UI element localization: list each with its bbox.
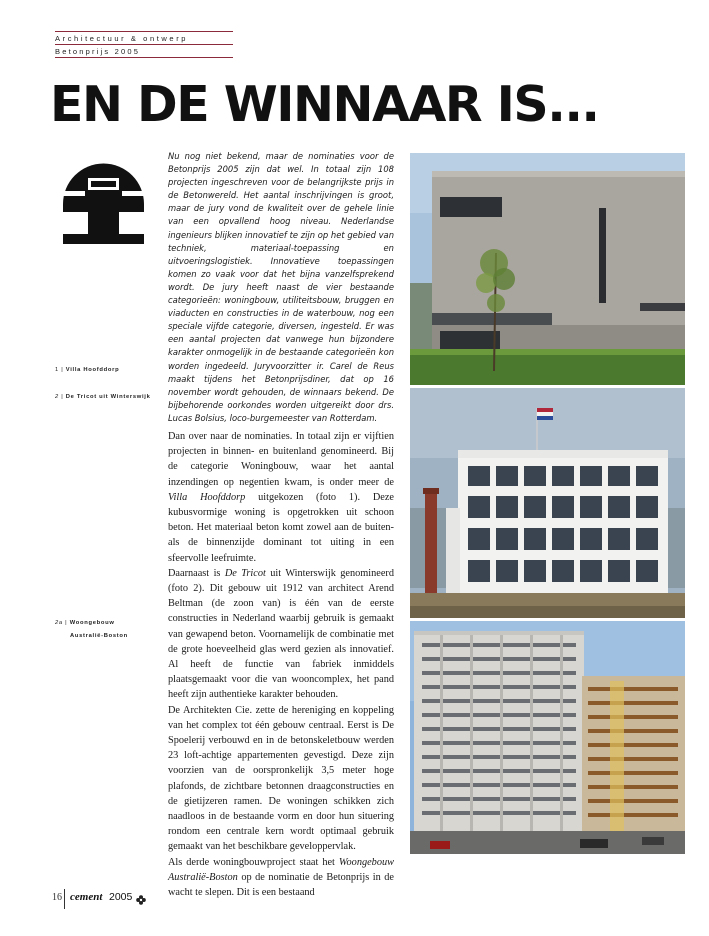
intro-paragraph: Nu nog niet bekend, maar de nominaties voor de Betonprijs 2005 zijn dat wel. In totaal zijn 108 projecten ingeschreven voor de belangrijkste prijs in de Betonwereld. Het aantal inschrijvingen is groot, maar de jury vond de kwaliteit over de gehele linie van een opvallend hoog niveau. Nederlandse ingenieurs blijken innovatief te zijn op het gebied van techniek, materiaal-toepassing en uitvoeringslogistiek. Innovatieve toepassingen komen zo vaak voor dat het bijna vanzelfsprekend wordt. De jury heeft naast de vier bestaande categorieën: woningbouw, utiliteitsbouw, bruggen en viaducten en constructies in de waterbouw, nog een speciale vijfde categorie, diversen, ingesteld. Er was een aantal projecten dat vanwege hun bijzondere karakter onmogelijk in de bestaande categorieën kon worden ingedeeld. Juryvoorzitter ir. Carel de Reus maakt tijdens het Betonprijsdiner, dat op 16 november wordt gehouden, de winnaars bekend. De bijbehorende oorkondes worden uitgereikt door drs. Lucas Bolsius, loco-burgemeester van Rotterdam. xyxy=(168,151,394,423)
paragraph-4: Als derde woningbouwproject staat het Woongebouw Australië-Boston op de nominatie de Betonprijs in de wacht te slepen. Dit is een bestaand xyxy=(168,856,394,899)
section-label: Architectuur & ontwerp xyxy=(55,34,189,43)
photo-de-tricot xyxy=(410,388,685,618)
footer-divider xyxy=(64,889,65,909)
header-rule-top xyxy=(55,31,233,32)
photo-woongebouw-australie-boston xyxy=(410,621,685,854)
page-headline: EN DE WINNAAR IS... xyxy=(50,76,599,133)
header-rule-bottom xyxy=(55,57,233,58)
footer-year: 2005 xyxy=(109,891,133,903)
caption-photo-2: 2 | De Tricot uit Winterswijk xyxy=(55,394,151,400)
flower-mark-icon xyxy=(136,892,146,902)
photo-villa-hoofddorp xyxy=(410,153,685,385)
header-rule-middle xyxy=(55,44,233,45)
paragraph-1: Dan over naar de nominaties. In totaal zijn er vijftien projecten in binnen- en buitenland genomineerd. Bij de categorie Woningbouw, waar het aantal inzendingen op negentien kwam, is onder meer de Villa Hoofddorp uitgekozen (foto 1). Deze kubusvormige woning is opgetrokken uit schoon beton. Het materiaal beton komt zowel aan de buiten- als de binnenzijde dominant tot uiting in een sfeervolle leefruimte. xyxy=(168,431,394,564)
caption-photo-1: 1 | Villa Hoofddorp xyxy=(55,367,120,373)
paragraph-2: Daarnaast is De Tricot uit Winterswijk genomineerd (foto 2). Dit gebouw uit 1912 van architect Arend Beltman (de zoon van) is één van de eerste constructies in Nederland waarbij gebruik is gemaakt van gewapend beton. Voornamelijk de combinatie met de grote hoeveelheid glas werd gezien als innovatief. Al heeft de functie van fabriek inmiddels plaatsgemaakt voor die van wooncomplex, het pand heeft zijn authentieke karakter behouden. xyxy=(168,567,394,701)
paragraph-3: De Architekten Cie. zette de hereniging en koppeling van het complex tot één gebouw centraal. Eerst is De Spoelerij verbouwd en in de betonskeletbouw werden 23 loft-achtige appartementen gevestigd. Deze zijn voorzien van de oorspronkelijk 3,5 meter hoge plafonds, de zichtbare betonnen draagconstructies en de gietijzeren ramen. De woningen schikken zich naadloos in de bestaande vorm en door hun situering rondom een centrale kern wordt optimaal gebruik gemaakt van het beschikbare geveloppervlak. xyxy=(168,704,394,853)
page-number: 16 xyxy=(52,892,62,903)
body-article xyxy=(168,429,394,900)
subsection-label: Betonprijs 2005 xyxy=(55,47,141,56)
caption-photo-2a: 2a | Woongebouw xyxy=(55,620,115,626)
footer-brand: cement xyxy=(70,891,103,903)
caption-photo-2a-line2: Australië-Boston xyxy=(70,633,128,639)
betonprijs-logo-icon xyxy=(55,150,152,255)
